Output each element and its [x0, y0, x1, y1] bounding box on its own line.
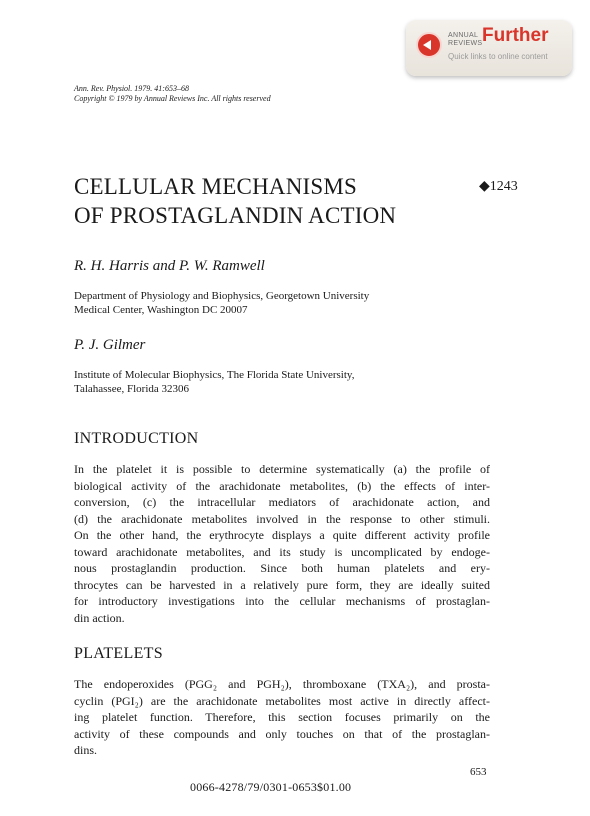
citation-line-2: Copyright © 1979 by Annual Reviews Inc. All rights reserved: [74, 94, 271, 103]
citation-line-1: Ann. Rev. Physiol. 1979. 41:653–68: [74, 84, 189, 93]
title-line-2: OF PROSTAGLANDIN ACTION: [74, 203, 397, 228]
affiliation-2: [74, 368, 354, 396]
paragraph-line: ing platelet function. Therefore, this section focuses primarily on the: [74, 710, 490, 724]
paragraph-line: biological activity of the arachidonate metabolites, (b) the effects of inter-: [74, 478, 490, 493]
page-number: 653: [470, 766, 487, 778]
introduction-heading: INTRODUCTION: [74, 430, 199, 447]
affiliation-2-line-1: Institute of Molecular Biophysics, The Florida State University,: [74, 369, 355, 381]
affiliation-1-line-2: Medical Center, Washington DC 20007: [74, 304, 248, 316]
affiliation-1: [74, 289, 369, 317]
authors-1: R. H. Harris and P. W. Ramwell: [74, 258, 265, 274]
paragraph-line: dins.: [74, 743, 98, 757]
title-line-1: CELLULAR MECHANISMS: [74, 174, 358, 199]
paragraph-line: conversion, (c) the intracellular mediators of arachidonate action, and: [74, 495, 490, 509]
paragraph-line: toward arachidonate metabolites, and its study is uncomplicated by endoge-: [74, 544, 490, 559]
paragraph-line: activity of these compounds and only touches on that of the prostaglan-: [74, 726, 490, 741]
further-label: Further: [482, 25, 549, 46]
paragraph-line: (d) the arachidonate metabolites involved in the response to other stimuli.: [74, 511, 490, 526]
annual-reviews-logo-text: [448, 32, 482, 48]
paragraph-line: din action.: [74, 610, 125, 625]
authors-2: P. J. Gilmer: [74, 337, 146, 353]
citation-block: [74, 84, 271, 104]
reviews-label: REVIEWS: [448, 40, 483, 47]
affiliation-2-line-2: Talahassee, Florida 32306: [74, 383, 190, 395]
back-arrow-icon: [416, 32, 442, 58]
annual-reviews-further-badge[interactable]: [406, 20, 572, 76]
paragraph-line: nous prostaglandin production. Since both human platelets and ery-: [74, 561, 490, 575]
price-code: 0066-4278/79/0301-0653$01.00: [190, 780, 352, 794]
annual-label: ANNUAL: [448, 32, 479, 39]
platelets-paragraph: [74, 676, 490, 759]
affiliation-1-line-1: Department of Physiology and Biophysics, Georgetown University: [74, 290, 370, 302]
introduction-paragraph: [74, 461, 490, 626]
paragraph-line: cyclin (PGI₂) are the arachidonate metabolites most active in directly affect-: [74, 693, 490, 708]
article-number: ◆1243: [479, 179, 518, 194]
paragraph-line: for introductory investigations into the cellular mechanisms of prostaglan-: [74, 594, 490, 608]
paragraph-line: In the platelet it is possible to determine systematically (a) the profile of: [74, 462, 490, 476]
paragraph-line: On the other hand, the erythrocyte displays a quite different activity profile: [74, 528, 490, 542]
platelets-heading: PLATELETS: [74, 645, 163, 662]
article-title: [74, 172, 396, 230]
paragraph-line: throcytes can be harvested in a relatively pure form, they are ideally suited: [74, 577, 490, 592]
quick-links-label: Quick links to online content: [448, 52, 548, 61]
paragraph-line: The endoperoxides (PGG₂ and PGH₂), thromboxane (TXA₂), and prosta-: [74, 677, 490, 691]
